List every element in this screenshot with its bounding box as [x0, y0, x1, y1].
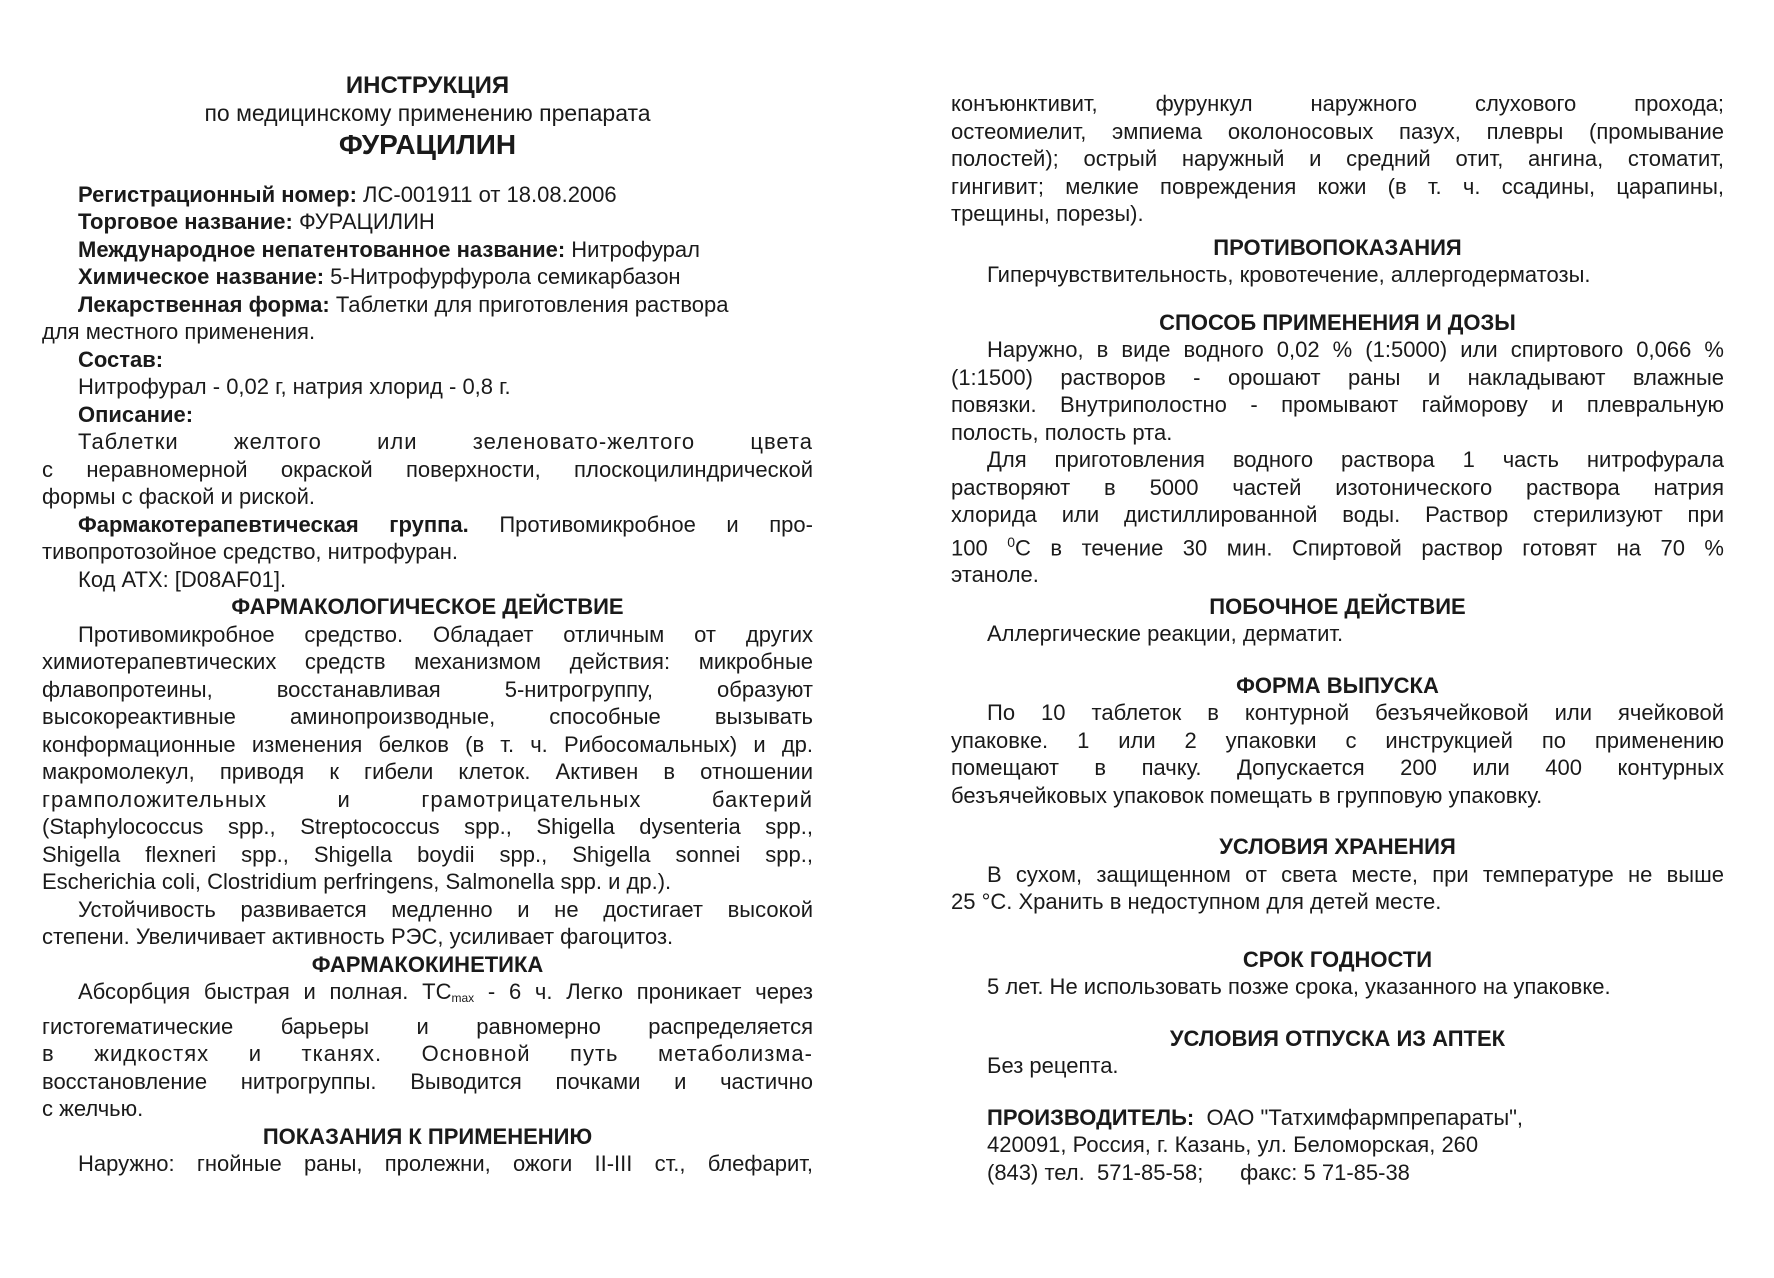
text-line: Наружно: гнойные раны, пролежни, ожоги II-III ст., блефарит,: [78, 1151, 813, 1176]
text-line: конформационные изменения белков (в т. ч. Рибосомальных) и др.: [42, 731, 813, 757]
text-line: высокореактивные аминопроизводные, способные вызывать: [42, 704, 813, 729]
text-line: 5 лет. Не использовать позже срока, указанного на упаковке.: [987, 974, 1611, 1000]
text-line: восстановление нитрогруппы. Выводится почками и частично: [42, 1068, 813, 1094]
text-line: упаковке. 1 или 2 упаковки с инструкцией по применению: [951, 727, 1724, 753]
drug-name: ФУРАЦИЛИН: [338, 128, 517, 160]
text-line: Без рецепта.: [987, 1053, 1119, 1079]
section-heading-side-effects: ПОБОЧНОЕ ДЕЙСТВИЕ: [1209, 593, 1466, 619]
pharmacotherapeutic-group-cont: тивопротозойное средство, нитрофуран.: [42, 539, 458, 564]
description-line: с неравномерной окраской поверхности, плоскоцилиндрической: [42, 456, 813, 482]
section-heading-pharmacokinetics: ФАРМАКОКИНЕТИКА: [311, 951, 544, 977]
composition-label: Состав:: [78, 346, 164, 372]
text-line: трещины, порезы).: [951, 201, 1144, 226]
section-heading-pharmacology: ФАРМАКОЛОГИЧЕСКОЕ ДЕЙСТВИЕ: [231, 594, 624, 619]
section-heading-contraindications: ПРОТИВОПОКАЗАНИЯ: [1213, 234, 1462, 260]
text-line: гистогематические барьеры и равномерно распределяется: [42, 1013, 813, 1039]
left-column: [42, 72, 813, 1178]
section-heading-dosage: СПОСОБ ПРИМЕНЕНИЯ И ДОЗЫ: [1159, 309, 1516, 335]
manufacturer-phone: (843) тел. 571-85-58; факс: 5 71-85-38: [987, 1159, 1410, 1185]
text-line: Аллергические реакции, дерматит.: [987, 621, 1344, 647]
text-line: хлорида или дистиллированной воды. Раствор стерилизуют при: [951, 502, 1724, 527]
text-line: химиотерапевтических средств механизмом действия: микробные: [42, 649, 813, 674]
text-line: гингивит; мелкие повреждения кожи (в т. ч. ссадины, царапины,: [951, 173, 1724, 199]
text-line: Shigella flexneri spp., Shigella boydii spp., Shigella sonnei spp.,: [42, 841, 813, 867]
text-line: (1:1500) растворов - орошают раны и накладывают влажные: [951, 364, 1724, 390]
registration-number: Регистрационный номер: ЛС-001911 от 18.08.2006: [78, 181, 617, 207]
inn: Международное непатентованное название: Нитрофурал: [78, 236, 700, 262]
text-line: растворяют в 5000 частей изотонического раствора натрия: [951, 474, 1724, 500]
chemical-name: Химическое название: 5-Нитрофурфурола семикарбазон: [78, 264, 681, 289]
text-line: флавопротеины, восстанавливая 5-нитрогруппу, образуют: [42, 676, 813, 702]
text-line: повязки. Внутриполостно - промывают гайморову и плевральную: [951, 392, 1724, 417]
text-line: (Staphylococcus spp., Streptococcus spp., Shigella dysenteria spp.,: [42, 814, 813, 839]
description-line: формы с фаской и риской.: [42, 484, 316, 509]
text-line: 100 $^0$С в течение 30 мин. Спиртовой раствор готовят на 70 %: [951, 533, 1724, 560]
text-line: остеомиелит, эмпиема околоносовых пазух, плевры (промывание: [951, 118, 1724, 144]
trade-name: Торговое название: ФУРАЦИЛИН: [78, 209, 435, 234]
text-line: конъюнктивит, фурункул наружного слухового прохода;: [951, 91, 1724, 116]
text-line: макромолекул, приводя к гибели клеток. Активен в отношении: [42, 759, 813, 784]
manufacturer-address: 420091, Россия, г. Казань, ул. Беломорская, 260: [987, 1132, 1479, 1158]
text-line: Противомикробное средство. Обладает отличным от других: [78, 621, 813, 647]
section-heading-indications: ПОКАЗАНИЯ К ПРИМЕНЕНИЮ: [262, 1123, 593, 1149]
section-heading-release-form: ФОРМА ВЫПУСКА: [1236, 672, 1439, 698]
text-line: Абсорбция быстрая и полная. $ТС_{max} - 6$ ч. Легко проникает через: [78, 979, 814, 1005]
doc-title: ИНСТРУКЦИЯ: [345, 72, 510, 99]
text-line: Для приготовления водного раствора 1 часть нитрофурала: [987, 447, 1724, 472]
text-line: Устойчивость развивается медленно и не достигает высокой: [78, 896, 813, 922]
text-line: В сухом, защищенном от света месте, при температуре не выше: [987, 861, 1724, 887]
text-line: с желчью.: [42, 1096, 144, 1121]
text-line: Escherichia coli, Clostridium perfringens, Salmonella spp. и др.).: [42, 869, 672, 894]
text-line: степени. Увеличивает активность РЭС, усиливает фагоцитоз.: [42, 924, 674, 949]
text-line: полость, полость рта.: [951, 419, 1173, 445]
text-line: Наружно, в виде водного 0,02 % (1:5000) или спиртового 0,066 %: [987, 337, 1724, 362]
text-line: безъячейковых упаковок помещать в групповую упаковку.: [951, 782, 1543, 808]
right-column: [951, 72, 1724, 1186]
section-heading-dispensing: УСЛОВИЯ ОТПУСКА ИЗ АПТЕК: [1169, 1025, 1506, 1051]
description-label: Описание:: [78, 401, 194, 427]
dosage-form: Лекарственная форма: Таблетки для приготовления раствора: [78, 291, 729, 317]
manufacturer: ПРОИЗВОДИТЕЛЬ: ОАО "Татхимфармпрепараты",: [987, 1104, 1524, 1130]
doc-subtitle: по медицинскому применению препарата: [204, 100, 651, 126]
section-heading-shelf-life: СРОК ГОДНОСТИ: [1242, 946, 1433, 972]
text-line: По 10 таблеток в контурной безъячейковой или ячейковой: [987, 700, 1724, 726]
text-line: 25 °С. Хранить в недоступном для детей месте.: [951, 889, 1442, 915]
pharmacotherapeutic-group: Фармакотерапевтическая группа. Противомикробное и про-: [78, 511, 813, 537]
text-line: помещают в пачку. Допускается 200 или 400 контурных: [951, 755, 1724, 781]
text-line: полостей); острый наружный и средний отит, ангина, стоматит,: [951, 146, 1724, 171]
text-line: в жидкостях и тканях. Основной путь метаболизма-: [42, 1041, 813, 1066]
composition-value: Нитрофурал - 0,02 г, натрия хлорид - 0,8 г.: [78, 374, 511, 399]
text-line: грамположительных и грамотрицательных бактерий: [42, 786, 813, 812]
text-line: этаноле.: [951, 562, 1039, 588]
dosage-form-cont: для местного применения.: [42, 319, 316, 344]
text-line: Гиперчувствительность, кровотечение, аллергодерматозы.: [987, 262, 1591, 287]
description-line: Таблетки желтого или зеленовато-желтого цвета: [78, 429, 813, 454]
atc-code: Код АТХ: [D08AF01].: [78, 566, 287, 592]
section-heading-storage: УСЛОВИЯ ХРАНЕНИЯ: [1219, 834, 1456, 860]
